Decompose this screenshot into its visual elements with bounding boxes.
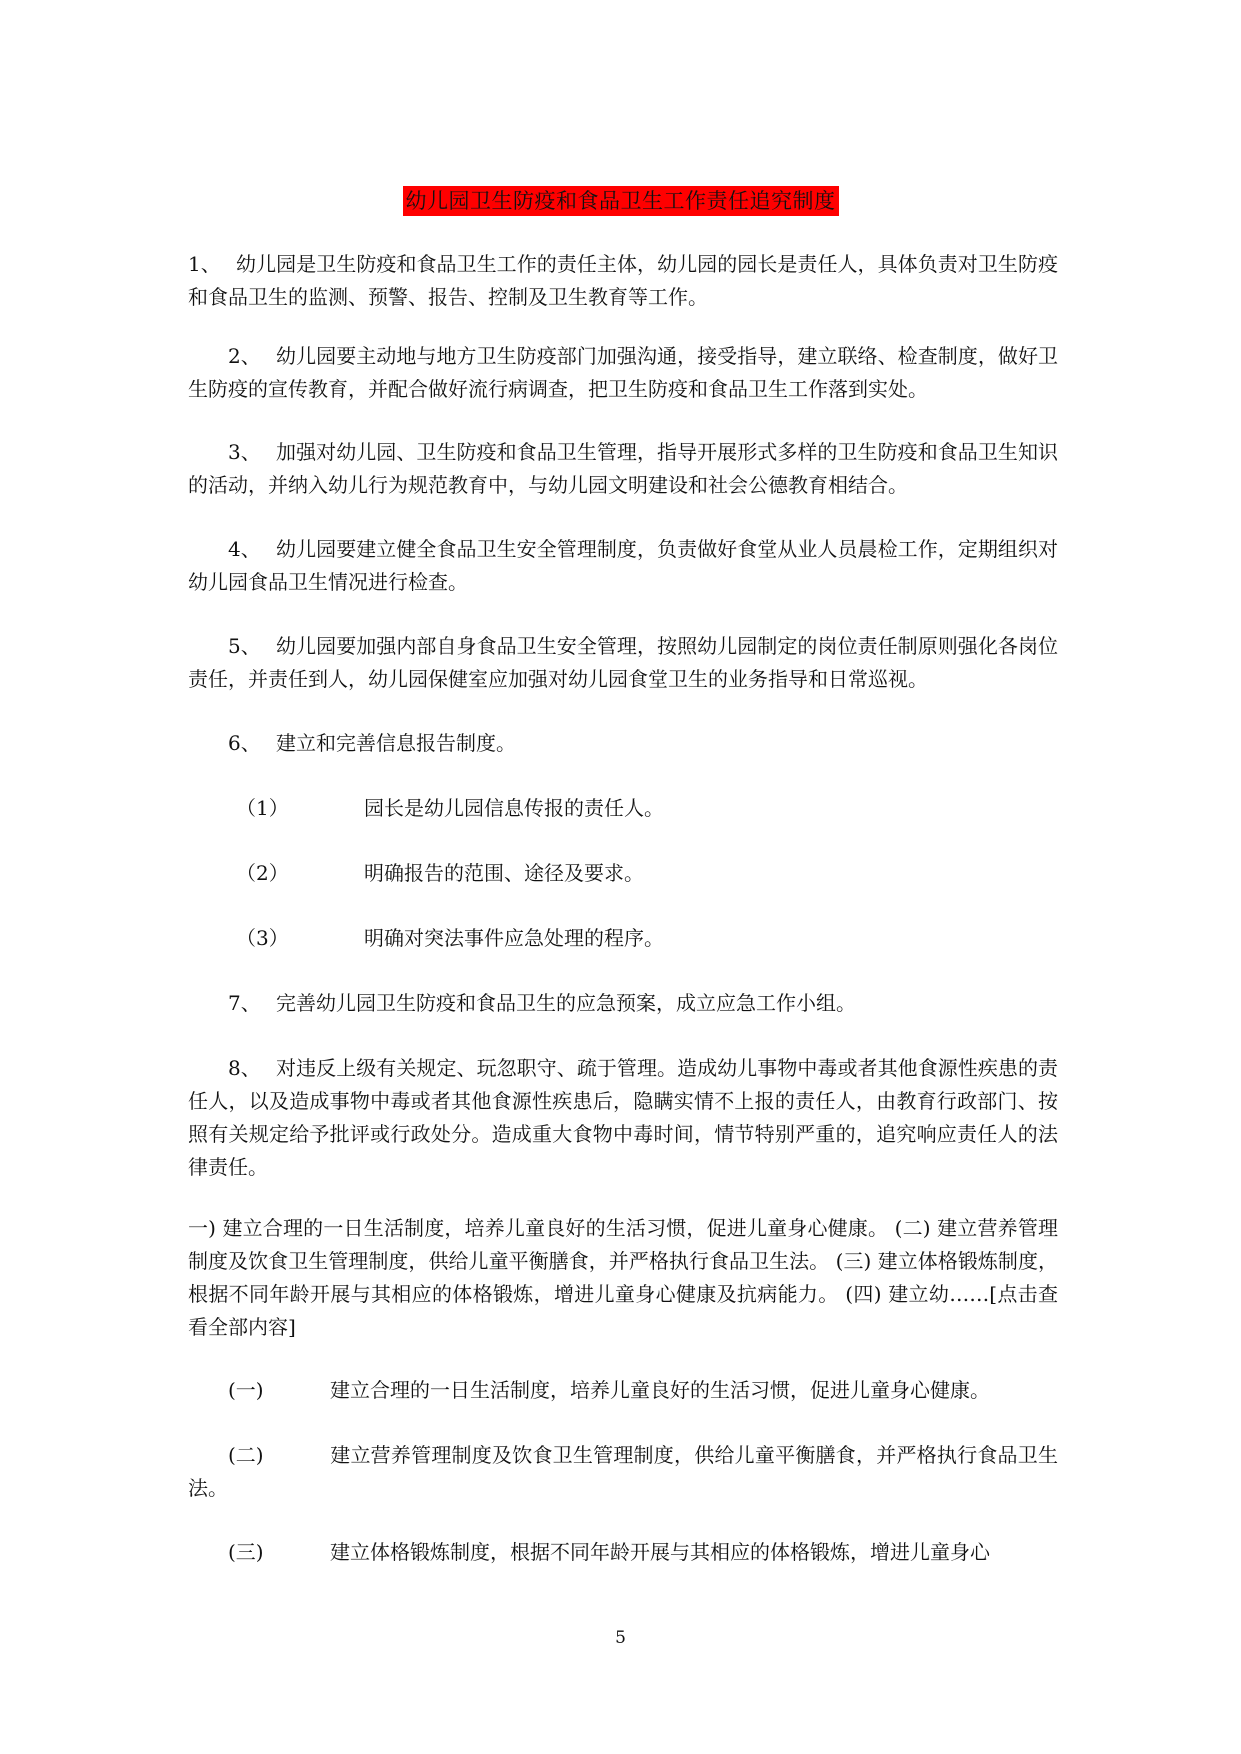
item-number: 3、 [228, 440, 261, 464]
item-text: 幼儿园要建立健全食品卫生安全管理制度，负责做好食堂从业人员晨检工作，定期组织对幼儿园食品卫生情况进行检查。 [188, 537, 1058, 594]
paren-item-3 [188, 1536, 1058, 1569]
item-number: 4、 [228, 537, 261, 561]
title-container [0, 186, 1241, 216]
paragraph-item-7 [188, 987, 1058, 1020]
paragraph-item-3 [188, 436, 1058, 502]
sub-item-text: 明确报告的范围、途径及要求。 [364, 861, 644, 885]
paragraph-item-1 [188, 248, 1058, 314]
paragraph-item-2 [188, 340, 1058, 406]
sub-item-number: （1） [236, 796, 289, 820]
item-text: 对违反上级有关规定、玩忽职守、疏于管理。造成幼儿事物中毒或者其他食源性疾患的责任人，以及造成事物中毒或者其他食源性疾患后，隐瞒实情不上报的责任人，由教育行政部门、按照有关规定给予批评或行政处分。造成重大食物中毒时间，情节特别严重的，追究响应责任人的法律责任。 [188, 1056, 1058, 1179]
summary-text[interactable]: 一) 建立合理的一日生活制度，培养儿童良好的生活习惯，促进儿童身心健康。 (二) 建立营养管理制度及饮食卫生管理制度，供给儿童平衡膳食，并严格执行食品卫生法。 (三) 建立体格锻炼制度，根据不同年龄开展与其相应的体格锻炼，增进儿童身心健康及抗病能力。 (四) 建立幼……[点击查看全部内容] [188, 1216, 1058, 1339]
paren-item-text: 建立营养管理制度及饮食卫生管理制度，供给儿童平衡膳食，并严格执行食品卫生法。 [188, 1443, 1058, 1500]
item-number: 7、 [228, 991, 261, 1015]
item-text: 幼儿园要主动地与地方卫生防疫部门加强沟通，接受指导，建立联络、检查制度，做好卫生防疫的宣传教育，并配合做好流行病调查，把卫生防疫和食品卫生工作落到实处。 [188, 344, 1058, 401]
paragraph-item-8 [188, 1052, 1058, 1184]
item-number: 8、 [228, 1056, 261, 1080]
item-text: 完善幼儿园卫生防疫和食品卫生的应急预案，成立应急工作小组。 [276, 991, 856, 1015]
paren-item-number: (一) [228, 1378, 264, 1402]
summary-paragraph[interactable] [188, 1212, 1058, 1344]
item-text: 幼儿园要加强内部自身食品卫生安全管理，按照幼儿园制定的岗位责任制原则强化各岗位责任，并责任到人，幼儿园保健室应加强对幼儿园食堂卫生的业务指导和日常巡视。 [188, 634, 1058, 691]
sub-item-text: 园长是幼儿园信息传报的责任人。 [364, 796, 664, 820]
paren-item-text: 建立体格锻炼制度，根据不同年龄开展与其相应的体格锻炼，增进儿童身心 [330, 1540, 990, 1564]
item-text: 加强对幼儿园、卫生防疫和食品卫生管理，指导开展形式多样的卫生防疫和食品卫生知识的活动，并纳入幼儿行为规范教育中，与幼儿园文明建设和社会公德教育相结合。 [188, 440, 1058, 497]
document-title: 幼儿园卫生防疫和食品卫生工作责任追究制度 [403, 186, 839, 216]
paragraph-item-5 [188, 630, 1058, 696]
item-number: 2、 [228, 344, 261, 368]
paren-item-number: (二) [228, 1443, 264, 1467]
item-text: 幼儿园是卫生防疫和食品卫生工作的责任主体，幼儿园的园长是责任人，具体负责对卫生防疫和食品卫生的监测、预警、报告、控制及卫生教育等工作。 [188, 252, 1058, 309]
sub-item-2 [236, 857, 644, 890]
paragraph-item-4 [188, 533, 1058, 599]
sub-item-number: （2） [236, 861, 289, 885]
item-number: 5、 [228, 634, 261, 658]
page-number: 5 [615, 1628, 626, 1648]
paren-item-number: (三) [228, 1540, 264, 1564]
sub-item-text: 明确对突法事件应急处理的程序。 [364, 926, 664, 950]
item-number: 6、 [228, 731, 261, 755]
sub-item-3 [236, 922, 664, 955]
paren-item-2 [188, 1439, 1058, 1505]
paren-item-1 [188, 1374, 1058, 1407]
paren-item-text: 建立合理的一日生活制度，培养儿童良好的生活习惯，促进儿童身心健康。 [330, 1378, 990, 1402]
sub-item-number: （3） [236, 926, 289, 950]
sub-item-1 [236, 792, 664, 825]
item-number: 1、 [188, 252, 221, 276]
paragraph-item-6 [188, 727, 1058, 760]
item-text: 建立和完善信息报告制度。 [276, 731, 516, 755]
